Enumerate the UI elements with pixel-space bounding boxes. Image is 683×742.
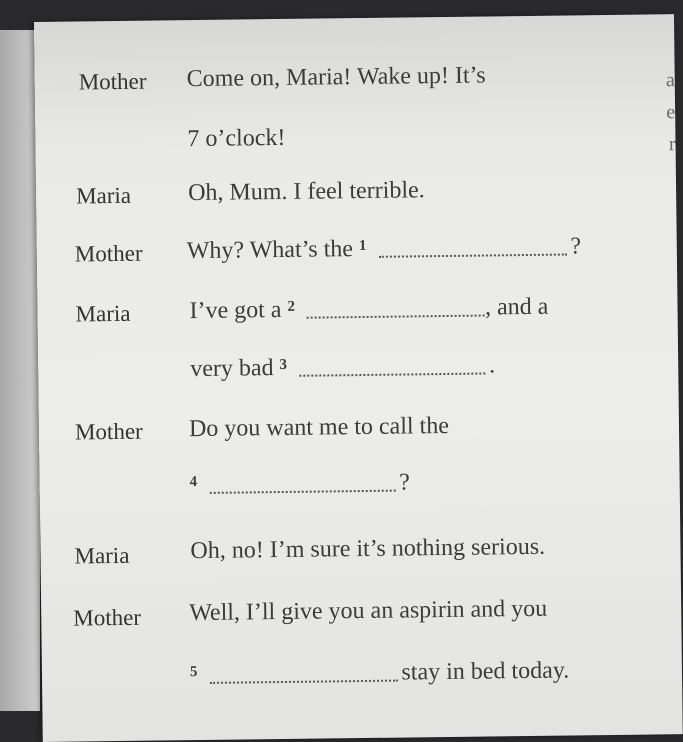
answer-blank-3[interactable]	[299, 355, 485, 377]
dialogue-line: Oh, Mum. I feel terrible.	[187, 177, 425, 207]
speaker-maria: Maria	[75, 300, 131, 327]
answer-blank-4[interactable]	[209, 472, 395, 494]
dialogue-line: Oh, no! I’m sure it’s nothing serious.	[190, 533, 546, 565]
gap-number: 5	[189, 664, 198, 681]
answer-blank-1[interactable]	[378, 236, 566, 258]
speaker-mother: Mother	[74, 240, 143, 267]
gap-number: 3	[279, 356, 288, 374]
dialogue-line-with-gap	[190, 469, 410, 499]
speaker-mother: Mother	[78, 68, 147, 95]
punctuation: , and a	[484, 293, 549, 321]
gap-number: 2	[287, 298, 296, 315]
dialogue-line-with-gap	[187, 233, 582, 265]
punctuation: ?	[570, 233, 582, 260]
dialogue-line-with-gap	[190, 352, 495, 383]
answer-blank-2[interactable]	[307, 297, 485, 319]
edge-letter: r	[668, 133, 676, 156]
speaker-mother: Mother	[73, 604, 142, 631]
line-text: very bad	[190, 355, 274, 383]
edge-letter: a	[665, 69, 675, 92]
answer-blank-5[interactable]	[209, 662, 397, 684]
line-text: Why? What’s the	[186, 236, 354, 265]
line-text: stay in bed today.	[401, 657, 570, 686]
punctuation: .	[488, 352, 496, 379]
dialogue-line: Do you want me to call the	[188, 412, 450, 443]
line-text: I’ve got a	[189, 296, 282, 325]
punctuation: ?	[398, 469, 410, 496]
speaker-maria: Maria	[75, 182, 132, 209]
worksheet-page	[34, 14, 683, 742]
dialogue-line-with-gap	[190, 658, 570, 690]
gap-number: 1	[358, 237, 367, 255]
speaker-mother: Mother	[74, 418, 143, 445]
dialogue-line: 7 o’clock!	[187, 124, 286, 153]
gap-number: 4	[189, 474, 198, 491]
speaker-maria: Maria	[74, 542, 130, 569]
edge-letter: e	[666, 101, 676, 124]
dialogue-line-with-gap	[189, 294, 548, 325]
cut-off-edge-text	[653, 64, 676, 184]
dialogue-line: Well, I’ll give you an aspirin and you	[189, 595, 548, 627]
dialogue-line: Come on, Maria! Wake up! It’s	[186, 62, 486, 93]
background-paper	[0, 30, 40, 711]
